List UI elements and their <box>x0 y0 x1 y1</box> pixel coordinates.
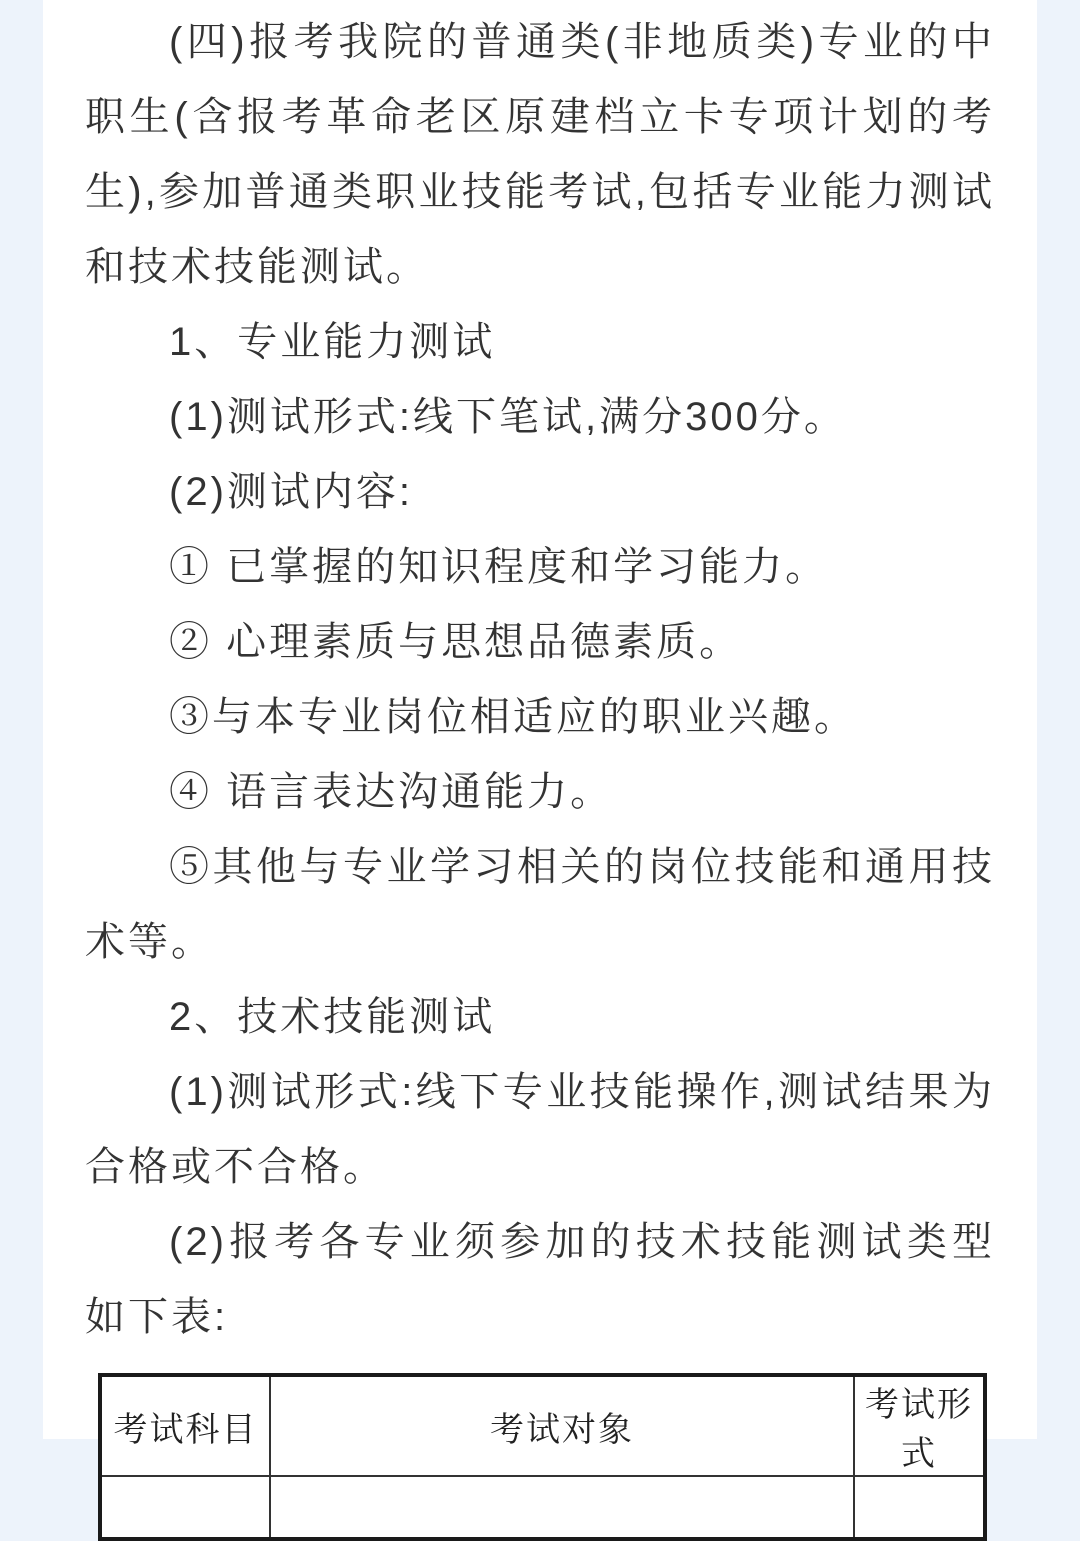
table-cell-partial-3 <box>854 1476 985 1539</box>
paragraph-circle-item-1: ① 已掌握的知识程度和学习能力。 <box>169 545 829 589</box>
table-row-partial <box>100 1476 985 1539</box>
paragraph-circle-item-2: ② 心理素质与思想品德素质。 <box>169 620 743 664</box>
paragraph-item-2-title: 2、技术技能测试 <box>169 995 496 1039</box>
table-cell-partial-2 <box>270 1476 854 1539</box>
paragraph-test-content-heading: (2)测试内容: <box>169 470 413 514</box>
table-header-exam-subject: 考试科目 <box>100 1375 270 1476</box>
paragraph-test-form-2: (1)测试形式:线下专业技能操作,测试结果为合格或不合格。 <box>85 1070 995 1189</box>
skill-test-table <box>98 1373 987 1541</box>
paragraph-circle-item-4: ④ 语言表达沟通能力。 <box>169 770 614 814</box>
paragraph-circle-item-5: ⑤其他与专业学习相关的岗位技能和通用技术等。 <box>85 845 995 964</box>
table-header-exam-target: 考试对象 <box>270 1375 854 1476</box>
paragraph-test-form-1: (1)测试形式:线下笔试,满分300分。 <box>169 395 847 439</box>
table-header-exam-format: 考试形式 <box>854 1375 985 1476</box>
paragraph-table-intro: (2)报考各专业须参加的技术技能测试类型如下表: <box>85 1220 995 1339</box>
paragraph-section-4-intro: (四)报考我院的普通类(非地质类)专业的中职生(含报考革命老区原建档立卡专项计划的考生),参加普通类职业技能考试,包括专业能力测试和技术技能测试。 <box>85 20 995 289</box>
document-page <box>43 0 1037 1473</box>
table-header-row <box>100 1375 985 1476</box>
table-cell-partial-1 <box>100 1476 270 1539</box>
document-content <box>43 0 1037 1541</box>
paragraph-circle-item-3: ③与本专业岗位相适应的职业兴趣。 <box>169 695 857 739</box>
paragraph-item-1-title: 1、专业能力测试 <box>169 320 496 364</box>
